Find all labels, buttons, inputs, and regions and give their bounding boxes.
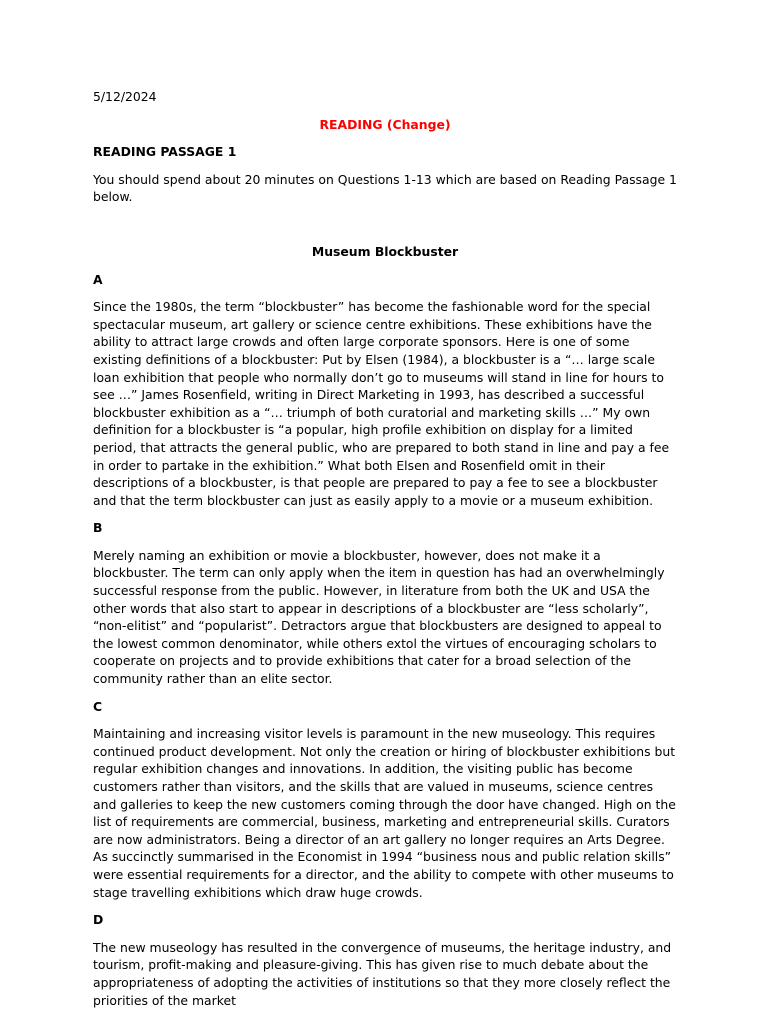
section-paragraph: Since the 1980s, the term “blockbuster” has become the fashionable word for the special spectacular museum, art gallery or science centre exhibitions. These exhibitions have the ability to attract large crowds and often large corporate sponsors. Here is one of some existing definitions of a blockbuster: Put by Elsen (1984), a blockbuster is a “… large scale loan exhibition that people who normally don’t go to museums will stand in line for hours to see …” James Rosenfield, writing in Direct Marketing in 1993, has described a successful blockbuster exhibition as a “… triumph of both curatorial and marketing skills …” My own definition for a blockbuster is “a popular, high profile exhibition on display for a limited period, that attracts the general public, who are prepared to both stand in line and pay a fee in order to partake in the exhibition.” What both Elsen and Rosenfield omit in their descriptions of a blockbuster, is that people are prepared to pay a fee to see a blockbuster and that the term blockbuster can just as easily apply to a movie or a museum exhibition.: [93, 299, 670, 508]
section-paragraph: Maintaining and increasing visitor levels is paramount in the new museology. This requires continued product development. Not only the creation or hiring of blockbuster exhibitions but regular exhibition changes and innovations. In addition, the visiting public has become customers rather than visitors, and the skills that are valued in museums, science centres and galleries to keep the new customers coming through the door have changed. High on the list of requirements are commercial, business, marketing and entrepreneurial skills. Curators are now administrators. Being a director of an art gallery no longer requires an Arts Degree. As succinctly summarised in the Economist in 1994 “business nous and public relation skills” were essential requirements for a director, and the ability to compete with other museums to stage travelling exhibitions which draw huge crowds.: [93, 726, 676, 900]
section-b: [93, 519, 677, 687]
section-letter: D: [93, 912, 104, 928]
section-paragraph: Merely naming an exhibition or movie a blockbuster, however, does not make it a blockbuster. The term can only apply when the item in question has had an overwhelmingly successful response from the public. However, in literature from both the UK and USA the other words that also start to appear in descriptions of a blockbuster are “less scholarly”, “non-elitist” and “popularist”. Detractors argue that blockbusters are designed to appeal to the lowest common denominator, while others extol the virtues of encouraging scholars to cooperate on projects and to provide exhibitions that cater for a broad selection of the community rather than an elite sector.: [93, 547, 665, 687]
passage-title: Museum Blockbuster: [311, 243, 459, 259]
section-d: [93, 911, 677, 1009]
passage-label: READING PASSAGE 1: [93, 144, 237, 160]
section-paragraph: The new museology has resulted in the convergence of museums, the heritage industry, and tourism, profit-making and pleasure-giving. This has given rise to much debate about the appropriateness of adopting the activities of institutions so that they more closely reflect the priorities of the market: [93, 939, 672, 1008]
document-page: [93, 88, 677, 1019]
reading-heading: READING (Change): [319, 116, 451, 132]
instructions: You should spend about 20 minutes on Questions 1-13 which are based on Reading Passage 1 below.: [93, 171, 677, 205]
section-letter: C: [93, 698, 103, 714]
section-letter: B: [93, 520, 103, 536]
section-c: [93, 698, 677, 902]
section-letter: A: [93, 271, 103, 287]
document-date: 5/12/2024: [93, 89, 157, 104]
section-a: [93, 271, 677, 510]
